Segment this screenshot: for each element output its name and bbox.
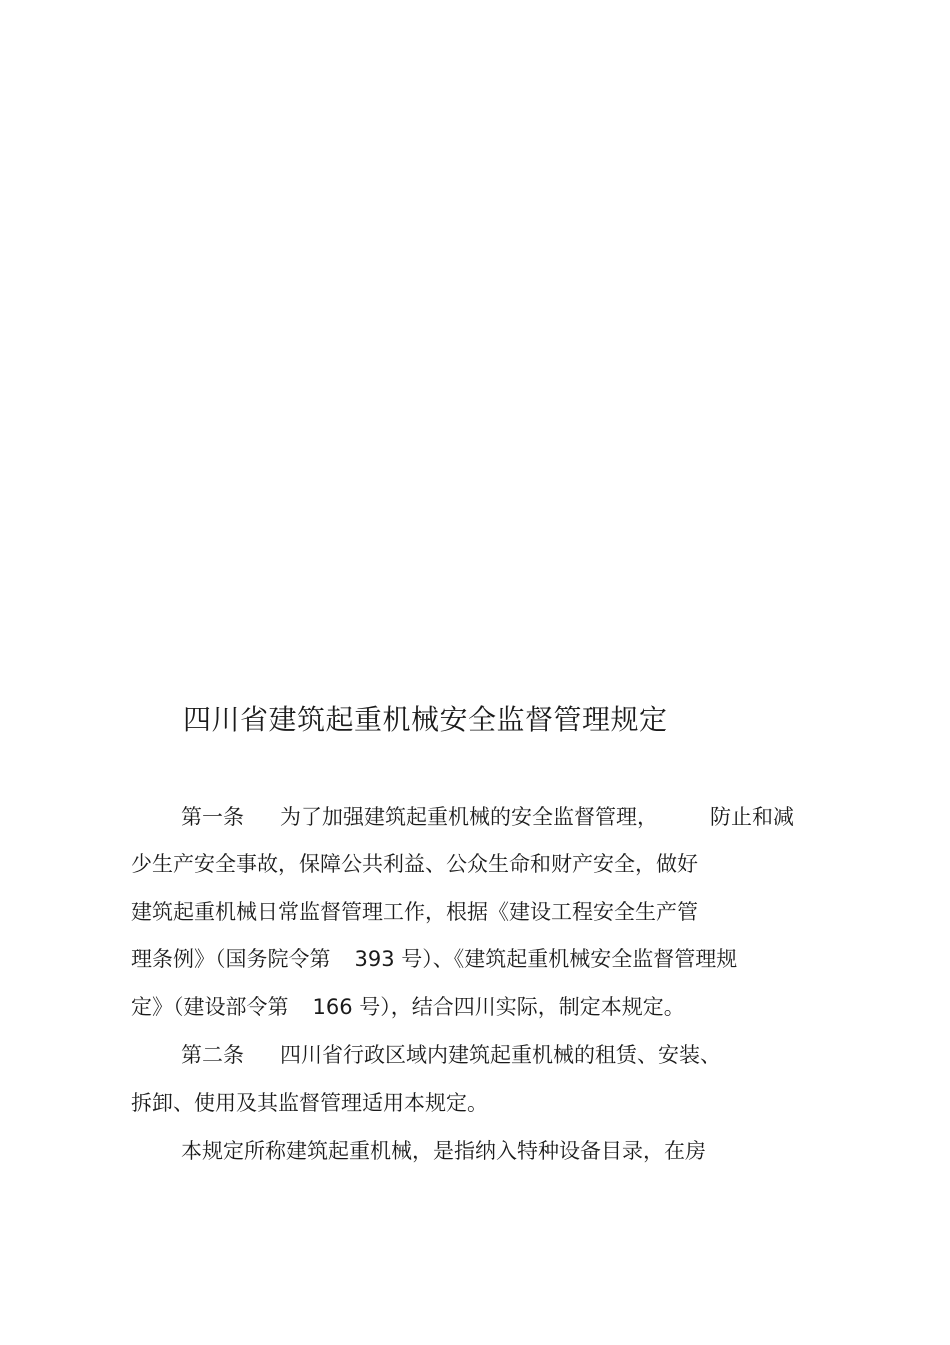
article-1-text-5b: 166 号），结合四川实际，制定本规定。 (312, 995, 685, 1019)
article-1-line-2: 少生产安全事故，保障公共利益、公众生命和财产安全，做好 (131, 852, 698, 876)
article-2-first-line (181, 1040, 721, 1070)
article-1-line-4 (131, 944, 737, 974)
article-1-line-3: 建筑起重机械日常监督管理工作，根据《建设工程安全生产管 (131, 900, 698, 924)
article-1-text-5a: 定》（建设部令第 (131, 995, 289, 1019)
article-1-line-5 (131, 992, 685, 1022)
article-1-text-1b: 防止和减 (710, 805, 794, 829)
document-title: 四川省建筑起重机械安全监督管理规定 (183, 703, 668, 736)
article-2-text-1: 四川省行政区域内建筑起重机械的租赁、安装、 (280, 1043, 721, 1067)
article-1-text-4b: 393 号）、《建筑起重机械安全监督管理规 (354, 947, 738, 971)
article-2-label: 第二条 (181, 1043, 244, 1067)
article-1-label: 第一条 (181, 805, 244, 829)
article-2-line-2: 拆卸、使用及其监督管理适用本规定。 (131, 1091, 488, 1115)
article-1-first-line (181, 802, 794, 832)
article-1-text-1a: 为了加强建筑起重机械的安全监督管理， (280, 805, 658, 829)
paragraph-3-line-1: 本规定所称建筑起重机械，是指纳入特种设备目录，在房 (181, 1139, 706, 1163)
article-1-text-4a: 理条例》（国务院令第 (131, 947, 331, 971)
